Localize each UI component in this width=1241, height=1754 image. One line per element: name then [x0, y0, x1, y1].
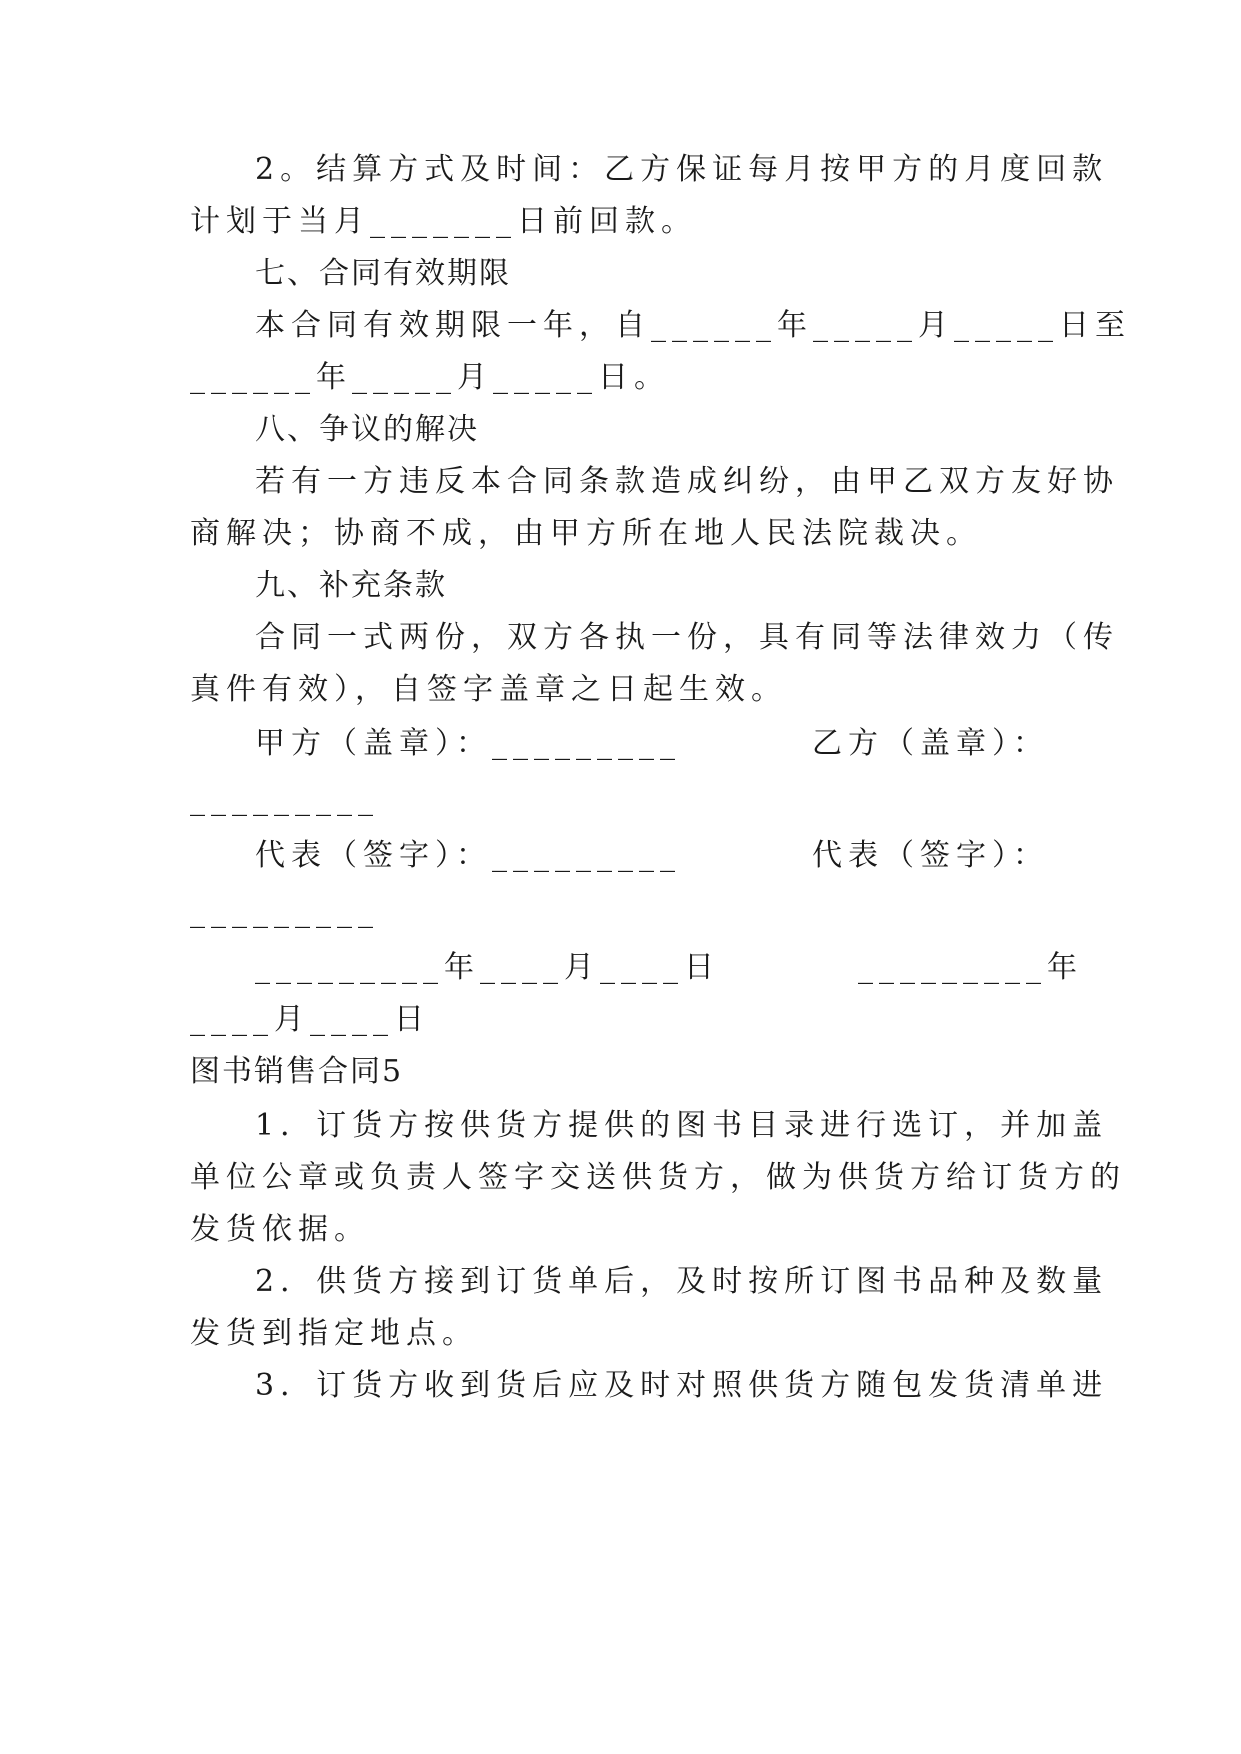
contract-5-clause-1-line-2: 单位公章或负责人签字交送供货方，做为供货方给订货方的 — [190, 1160, 1126, 1195]
contract-5-clause-3-line-1: 3．订货方收到货后应及时对照供货方随包发货清单进 — [255, 1368, 1109, 1403]
section-heading-validity: 七、合同有效期限 — [255, 256, 511, 291]
contract-5-clause-1-line-1: 1．订货方按供货方提供的图书目录进行选订，并加盖 — [255, 1108, 1109, 1143]
contract-5-clause-1-line-3: 发货依据。 — [190, 1212, 370, 1247]
validity-clause-line-1: 本合同有效期限一年，自______年_____月_____日至 — [255, 308, 1131, 343]
party-a-representative-line: 代表（签字）：_________ — [255, 838, 681, 873]
dispute-clause-line-1: 若有一方违反本合同条款造成纠纷，由甲乙双方友好协 — [255, 464, 1119, 499]
party-b-date-continued: ____月____日 — [190, 1002, 430, 1037]
supplement-clause-line-2: 真件有效），自签字盖章之日起生效。 — [190, 672, 787, 707]
supplement-clause-line-1: 合同一式两份，双方各执一份，具有同等法律效力（传 — [255, 620, 1119, 655]
section-heading-supplement: 九、补充条款 — [255, 568, 447, 603]
party-a-seal-line: 甲方（盖章）：_________ — [255, 726, 681, 761]
settlement-clause-line-1: 2。结算方式及时间：乙方保证每月按甲方的月度回款 — [255, 152, 1109, 187]
contract-5-title: 图书销售合同5 — [190, 1054, 404, 1089]
dispute-clause-line-2: 商解决；协商不成，由甲方所在地人民法院裁决。 — [190, 516, 982, 551]
party-b-date-line: _________年 — [858, 950, 1083, 985]
contract-5-clause-2-line-2: 发货到指定地点。 — [190, 1316, 478, 1351]
section-heading-dispute: 八、争议的解决 — [255, 412, 479, 447]
party-b-seal-line: 乙方（盖章）： — [812, 726, 1049, 761]
party-b-seal-blank: _________ — [190, 782, 379, 817]
party-b-representative-line: 代表（签字）： — [812, 838, 1049, 873]
party-a-date-line: _________年____月____日 — [255, 950, 720, 985]
validity-clause-line-2: ______年_____月_____日。 — [190, 360, 670, 395]
contract-5-clause-2-line-1: 2．供货方接到订货单后，及时按所订图书品种及数量 — [255, 1264, 1109, 1299]
settlement-clause-line-2: 计划于当月_______日前回款。 — [190, 204, 697, 239]
party-b-representative-blank: _________ — [190, 894, 379, 929]
